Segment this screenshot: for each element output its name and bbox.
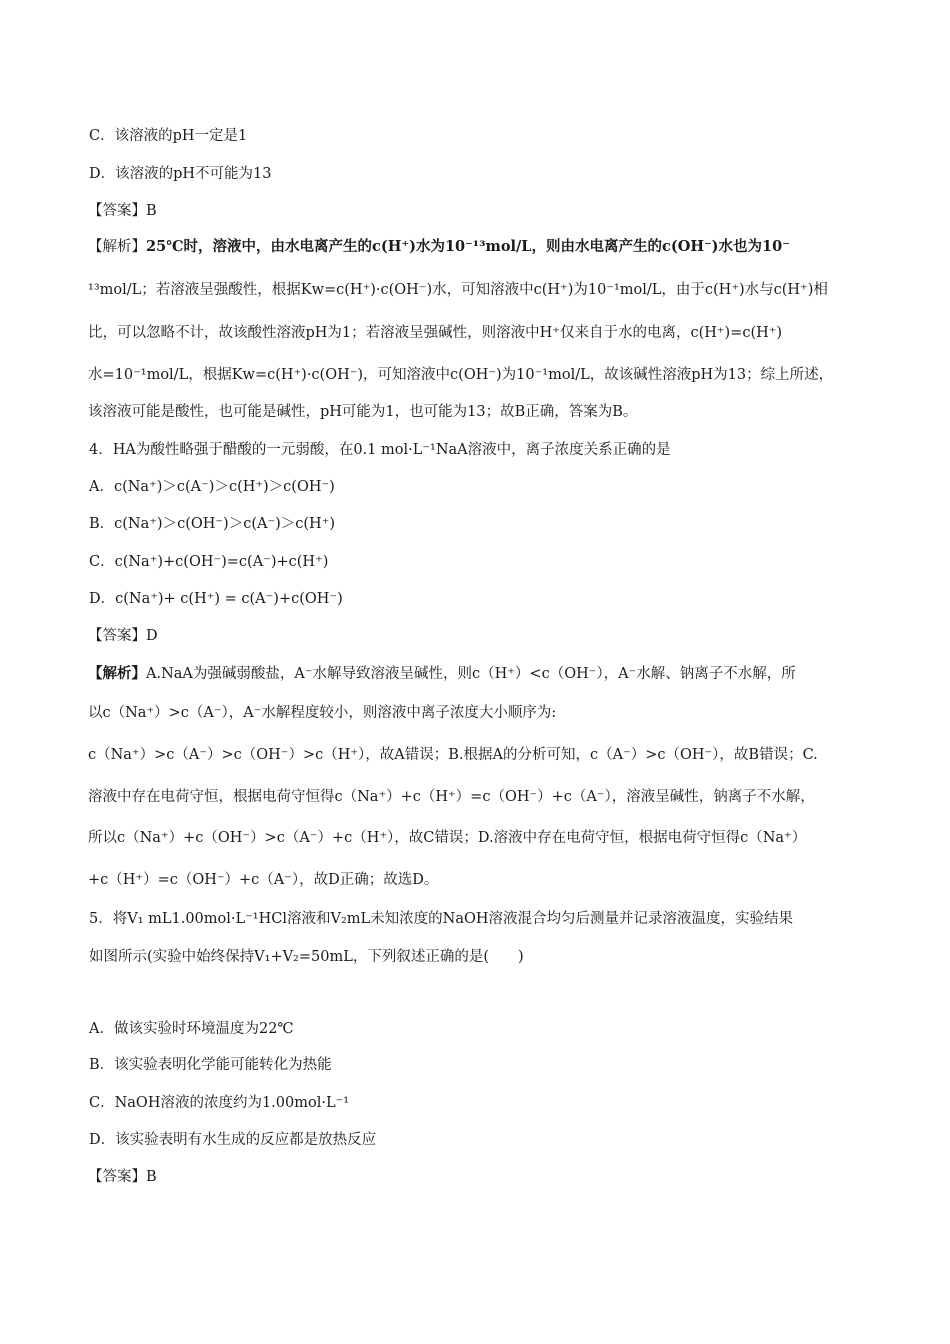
explanation-line: 以c（Na⁺）>c（A⁻），A⁻水解程度较小，则溶液中离子浓度大小顺序为: (88, 705, 557, 721)
explanation-line: 所以c（Na⁺）+c（OH⁻）>c（A⁻）+c（H⁺），故C错误；D.溶液中存在电荷守恒，根据电荷守恒得c（Na⁺） (88, 830, 807, 846)
explanation-line: c（Na⁺）>c（A⁻）>c（OH⁻）>c（H⁺），故A错误；B.根据A的分析可知，c（A⁻）>c（OH⁻），故B错误；C. (88, 747, 818, 763)
answer-label: 【答案】B (88, 203, 157, 219)
question-4-option-a: A．c(Na⁺)＞c(A⁻)＞c(H⁺)＞c(OH⁻) (89, 479, 335, 495)
explanation-line: 溶液中存在电荷守恒，根据电荷守恒得c（Na⁺）+c（H⁺）=c（OH⁻）+c（A⁻），溶液呈碱性，钠离子不水解， (88, 789, 815, 805)
explanation-line: 该溶液可能是酸性，也可能是碱性，pH可能为1，也可能为13；故B正确，答案为B。 (88, 404, 638, 420)
explanation-line (88, 664, 796, 684)
explanation-line: 比，可以忽略不计，故该酸性溶液pH为1；若溶液呈强碱性，则溶液中H⁺仅来自于水的电离，c(H⁺)=c(H⁺) (88, 325, 783, 341)
question-4-option-b: B．c(Na⁺)＞c(OH⁻)＞c(A⁻)＞c(H⁺) (89, 516, 335, 532)
explanation-text: A.NaA为强碱弱酸盐，A⁻水解导致溶液呈碱性，则c（H⁺）<c（OH⁻），A⁻水解、钠离子不水解，所 (146, 666, 796, 682)
explanation-label: 【解析】 (88, 239, 146, 255)
question-4: 4．HA为酸性略强于醋酸的一元弱酸，在0.1 mol·L⁻¹NaA溶液中，离子浓度关系正确的是 (89, 442, 671, 458)
explanation-line: +c（H⁺）=c（OH⁻）+c（A⁻），故D正确；故选D。 (88, 872, 439, 888)
explanation-text: 25℃时，溶液中，由水电离产生的c(H⁺)水为10⁻¹³mol/L，则由水电离产生的c(OH⁻)水也为10⁻ (146, 238, 790, 255)
question-5-option-a: A．做该实验时环境温度为22℃ (89, 1021, 294, 1037)
answer-label: 【答案】B (88, 1169, 157, 1185)
question-5-continued: 如图所示(实验中始终保持V₁+V₂=50mL，下列叙述正确的是( ) (89, 949, 524, 965)
option-c: C．该溶液的pH一定是1 (89, 128, 248, 144)
explanation-label: 【解析】 (88, 665, 146, 682)
question-4-option-c: C．c(Na⁺)+c(OH⁻)=c(A⁻)+c(H⁺) (89, 554, 329, 570)
explanation-line: ¹³mol/L；若溶液呈强酸性，根据Kw=c(H⁺)·c(OH⁻)水，可知溶液中c(H⁺)为10⁻¹mol/L，由于c(H⁺)水与c(H⁺)相 (88, 282, 828, 298)
question-5: 5．将V₁ mL1.00mol·L⁻¹HCl溶液和V₂mL未知浓度的NaOH溶液混合均匀后测量并记录溶液温度，实验结果 (89, 911, 794, 927)
question-5-option-b: B．该实验表明化学能可能转化为热能 (89, 1057, 332, 1073)
explanation-line: 水=10⁻¹mol/L，根据Kw=c(H⁺)·c(OH⁻)，可知溶液中c(OH⁻)为10⁻¹mol/L，故该碱性溶液pH为13；综上所述， (88, 367, 834, 383)
option-d: D．该溶液的pH不可能为13 (89, 166, 272, 182)
answer-label: 【答案】D (88, 628, 158, 644)
question-4-option-d: D．c(Na⁺)+ c(H⁺) = c(A⁻)+c(OH⁻) (89, 591, 343, 607)
explanation-line (88, 237, 790, 257)
question-5-option-c: C．NaOH溶液的浓度约为1.00mol·L⁻¹ (89, 1095, 350, 1111)
question-5-option-d: D．该实验表明有水生成的反应都是放热反应 (89, 1132, 377, 1148)
